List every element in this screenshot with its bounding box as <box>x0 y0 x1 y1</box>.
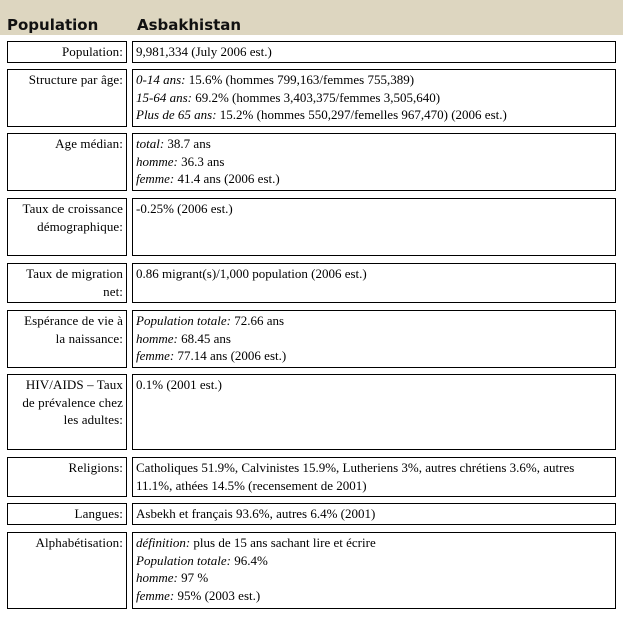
value-key: Plus de 65 ans: <box>136 107 217 122</box>
value-line <box>136 347 612 365</box>
row-value <box>132 198 616 256</box>
row-label: Espérance de vie à la naissance: <box>7 310 127 368</box>
row-value <box>132 41 616 63</box>
row-label: HIV/AIDS – Taux de prévalence chez les adultes: <box>7 374 127 450</box>
row-value <box>132 263 616 303</box>
row-label: Religions: <box>7 457 127 497</box>
row-label: Taux de croissance démographique: <box>7 198 127 256</box>
value-line <box>136 71 612 89</box>
value-line <box>136 330 612 348</box>
value-key: femme: <box>136 348 175 363</box>
value-line <box>136 135 612 153</box>
value-key: 15-64 ans: <box>136 89 192 105</box>
row-hiv-prevalence <box>7 374 616 450</box>
value-text: 38.7 ans <box>164 136 211 151</box>
value-text: 36.3 ans <box>177 153 225 169</box>
value-text: Asbekh et français 93.6%, autres 6.4% (2001) <box>136 506 376 521</box>
row-value <box>132 133 616 191</box>
value-text: 9,981,334 (July 2006 est.) <box>136 44 272 59</box>
value-text: 41.4 ans (2006 est.) <box>174 171 280 186</box>
value-key: 0-14 ans: <box>136 72 186 87</box>
value-text: 69.2% (hommes 3,403,375/femmes 3,505,640) <box>191 89 441 105</box>
row-label: Langues: <box>7 503 127 525</box>
value-line <box>136 569 612 587</box>
row-age-structure <box>7 69 616 127</box>
value-line <box>136 170 612 188</box>
row-value <box>132 69 616 127</box>
row-value <box>132 532 616 609</box>
row-growth-rate <box>7 198 616 256</box>
value-line <box>136 534 612 552</box>
header-country-name: Asbakhistan <box>137 16 242 34</box>
value-key: femme: <box>136 587 175 603</box>
value-text: 95% (2003 est.) <box>174 587 261 603</box>
value-text: -0.25% (2006 est.) <box>136 201 233 216</box>
value-line <box>136 200 612 218</box>
value-text: 0.1% (2001 est.) <box>136 377 222 392</box>
value-line <box>136 43 612 61</box>
value-key: Population totale: <box>136 313 231 328</box>
value-text: 68.45 ans <box>177 330 231 346</box>
value-text: 72.66 ans <box>230 313 285 328</box>
row-label: Age médian: <box>7 133 127 191</box>
value-text: 77.14 ans (2006 est.) <box>174 348 287 363</box>
value-key: homme: <box>136 570 178 585</box>
value-line <box>136 552 612 570</box>
row-life-expectancy <box>7 310 616 368</box>
value-key: total: <box>136 136 165 151</box>
row-value <box>132 374 616 450</box>
row-label: Population: <box>7 41 127 63</box>
value-line <box>136 587 612 605</box>
row-value <box>132 310 616 368</box>
value-line <box>136 106 612 124</box>
row-languages <box>7 503 616 525</box>
row-value <box>132 503 616 525</box>
row-value <box>132 457 616 497</box>
value-line <box>136 153 612 171</box>
row-median-age <box>7 133 616 191</box>
value-line <box>136 312 612 330</box>
value-text: 97 % <box>177 570 209 585</box>
value-key: Population totale: <box>136 552 231 568</box>
value-line <box>136 459 612 494</box>
row-label: Alphabétisation: <box>7 532 127 609</box>
value-key: homme: <box>136 330 178 346</box>
row-label: Structure par âge: <box>7 69 127 127</box>
value-line <box>136 376 612 394</box>
value-key: définition: <box>136 535 191 550</box>
table-header <box>0 0 623 35</box>
value-line <box>136 505 612 523</box>
row-label: Taux de migration net: <box>7 263 127 303</box>
value-text: plus de 15 ans sachant lire et écrire <box>190 535 376 550</box>
value-text: 15.6% (hommes 799,163/femmes 755,389) <box>185 72 415 87</box>
row-religions <box>7 457 616 497</box>
row-literacy <box>7 532 616 609</box>
header-section-title: Population <box>7 16 99 34</box>
value-text: Catholiques 51.9%, Calvinistes 15.9%, Lutheriens 3%, autres chrétiens 3.6%, autres 11.1%, athées 14.5% (recensement de 2001) <box>136 460 575 493</box>
value-key: homme: <box>136 153 178 169</box>
value-line <box>136 89 612 107</box>
row-net-migration <box>7 263 616 303</box>
value-text: 15.2% (hommes 550,297/femelles 967,470) (2006 est.) <box>216 107 507 122</box>
value-text: 96.4% <box>230 552 268 568</box>
value-key: femme: <box>136 171 175 186</box>
row-population <box>7 41 616 63</box>
value-line <box>136 265 612 283</box>
value-text: 0.86 migrant(s)/1,000 population (2006 est.) <box>136 266 367 281</box>
